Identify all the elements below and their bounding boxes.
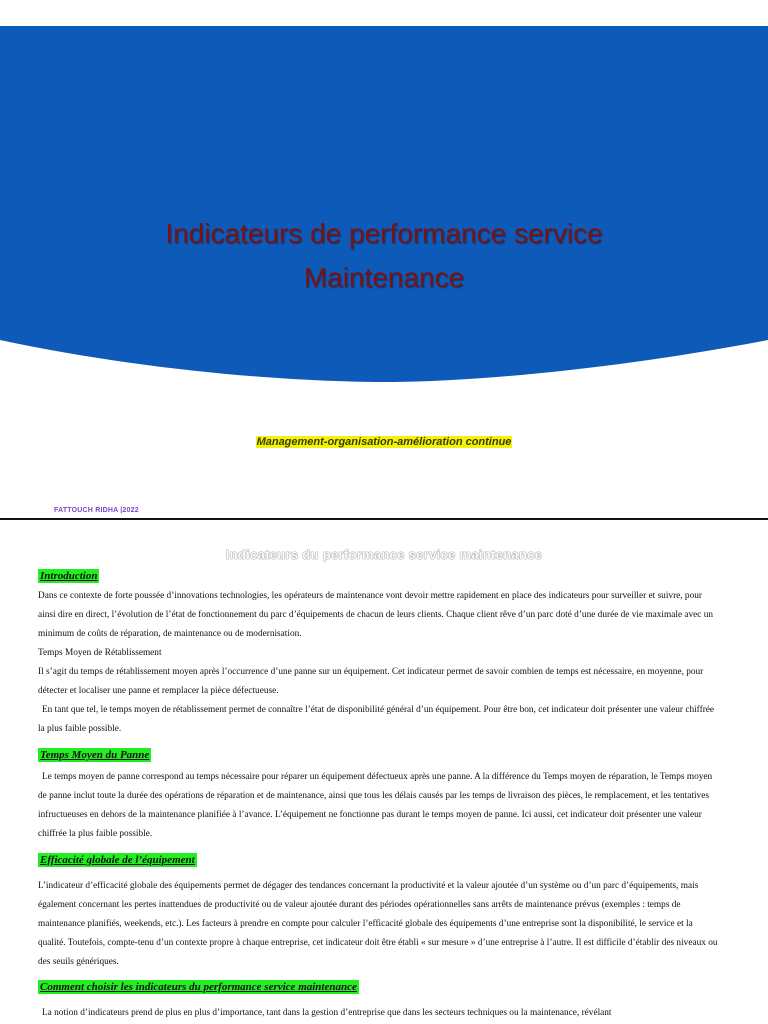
paragraph-introduction-2: Il s’agit du temps de rétablissement moyen après l’occurrence d’une panne sur un équipement. Cet indicateur permet de savoir combien de temps est nécessaire, en moyenne, pour détecter et localiser une panne et remplacer la pièce défectueuse. [38,667,704,696]
heading-temps-moyen-panne: Temps Moyen du Panne [40,749,150,761]
document-page [0,520,768,1024]
paragraph-efficacite-globale: L’indicateur d’efficacité globale des équipements permet de dégager des tendances concernant la productivité et la valeur ajoutée d’un système ou d’un parc d’équipements, mais également concernant les pertes inattendues de productivité ou de valeur ajoutée durant des périodes opérationnelles sans arrêts de maintenance prévus (exemples : temps de maintenance planifiés, weekends, etc.). Les facteurs à prendre en compte pour calculer l’efficacité globale des équipements d’une entreprise sont la disponibilité, le service et la qualité. Toutefois, compte-tenu d’un contexte propre à chaque entreprise, cet indicateur doit être établi « sur mesure » d’une entreprise à l’autre. Il est difficile d’établir des niveaux ou des seuils génériques. [38,881,718,967]
subtitle-text: Management-organisation-amélioration continue [256,436,512,448]
paragraph-temps-retablissement-label: Temps Moyen de Rétablissement [38,648,162,658]
author-line: FATTOUCH RIDHA |2022 [54,507,139,514]
heading-introduction: Introduction [40,570,98,582]
cover-subtitle [0,432,768,450]
cover-title-line-1: Indicateurs de performance service [165,218,603,249]
paragraph-introduction-1: Dans ce contexte de forte poussée d’innovations technologies, les opérateurs de maintenance vont devoir mettre rapidement en place des indicateurs pour surveiller et suivre, pour ainsi dire en direct, l’évolution de l’état de fonctionnement du parc d’équipements de chacun de leurs clients. Chaque client rêve d’un parc doté d’une durée de vie maximale avec un minimum de coûts de réparation, de maintenance ou de modernisation. [38,591,714,639]
paragraph-introduction-3: En tant que tel, le temps moyen de rétablissement permet de connaître l’état de disponibilité général d’un équipement. Pour être bon, cet indicateur doit présenter une valeur chiffrée la plus faible possible. [38,705,715,734]
paragraph-temps-moyen-panne: Le temps moyen de panne correspond au temps nécessaire pour réparer un équipement défectueux après une panne. A la différence du Temps moyen de réparation, le Temps moyen de panne inclut toute la durée des opérations de réparation et de maintenance, ainsi que tous les délais causés par les temps de livraison des pièces, le remplacement, et les tentatives infructueuses en dehors de la maintenance planifiée à l’avance. L’équipement ne fonctionne pas durant le temps moyen de panne. Ici aussi, cet indicateur doit présenter une valeur chiffrée la plus faible possible. [38,772,713,839]
cover-title-line-2: Maintenance [303,262,465,293]
paragraph-comment-choisir: La notion d’indicateurs prend de plus en plus d’importance, tant dans la gestion d’entreprise que dans les secteurs techniques ou la maintenance, révélant [42,1008,612,1018]
heading-efficacite-globale: Efficacité globale de l’équipement [40,854,195,866]
document-title: Indicateurs du performance service maintenance [225,547,543,562]
heading-comment-choisir: Comment choisir les indicateurs du performance service maintenance [40,981,357,993]
